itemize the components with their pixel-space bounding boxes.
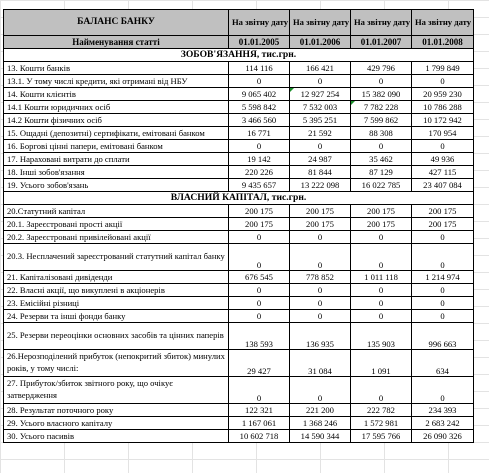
row-label: 17. Нараховані витрати до сплати xyxy=(4,153,229,166)
row-label: 20.3. Несплачений зареєстрований статутний капітал банку xyxy=(4,244,229,271)
table-row xyxy=(4,350,474,377)
value-cell: 16 771 xyxy=(229,127,290,140)
row-label: 18. Інші зобов'язання xyxy=(4,166,229,179)
row-label: 13. Кошти банків xyxy=(4,62,229,75)
value-cell: 7 782 228 xyxy=(351,101,412,114)
value-cell: 138 593 xyxy=(229,323,290,350)
value-cell: 1 799 849 xyxy=(412,62,474,75)
row-label: 28. Результат поточного року xyxy=(4,404,229,417)
value-cell: 0 xyxy=(412,75,474,88)
value-cell: 14 590 344 xyxy=(290,430,351,443)
table-row xyxy=(4,430,474,443)
value-cell: 136 935 xyxy=(290,323,351,350)
row-label: 14.1 Кошти юридичних осіб xyxy=(4,101,229,114)
table-row xyxy=(4,231,474,244)
value-cell: 0 xyxy=(351,231,412,244)
value-cell: 0 xyxy=(412,377,474,404)
section-header-row xyxy=(4,192,474,205)
value-cell: 0 xyxy=(229,140,290,153)
date-header: 01.01.2007 xyxy=(351,36,412,49)
value-cell: 114 116 xyxy=(229,62,290,75)
value-cell: 0 xyxy=(290,231,351,244)
value-cell: 1 167 061 xyxy=(229,417,290,430)
value-cell: 1 011 118 xyxy=(351,271,412,284)
value-cell: 15 382 090 xyxy=(351,88,412,101)
value-cell: 35 462 xyxy=(351,153,412,166)
value-cell: 21 592 xyxy=(290,127,351,140)
period-header-2006: На звітну дату xyxy=(290,10,351,36)
value-cell: 49 936 xyxy=(412,153,474,166)
value-cell: 19 142 xyxy=(229,153,290,166)
table-row xyxy=(4,127,474,140)
value-cell: 29 427 xyxy=(229,350,290,377)
row-label: 23. Емісійні різниці xyxy=(4,297,229,310)
table-row xyxy=(4,205,474,218)
table-row xyxy=(4,323,474,350)
table-row xyxy=(4,377,474,404)
value-cell: 0 xyxy=(229,377,290,404)
row-label: 27. Прибуток/збиток звітного року, що очікує затвердження xyxy=(4,377,229,404)
value-cell: 0 xyxy=(229,297,290,310)
period-header-2007: На звітну дату xyxy=(351,10,412,36)
value-cell: 10 172 942 xyxy=(412,114,474,127)
row-label: 22. Власні акції, що викуплені в акціонерів xyxy=(4,284,229,297)
value-cell: 0 xyxy=(290,297,351,310)
row-label: 14. Кошти клієнтів xyxy=(4,88,229,101)
value-cell: 200 175 xyxy=(229,218,290,231)
row-label: 16. Боргові цінні папери, емітовані банком xyxy=(4,140,229,153)
value-cell: 9 435 657 xyxy=(229,179,290,192)
row-label: 21. Капіталізовані дивіденди xyxy=(4,271,229,284)
value-cell: 222 782 xyxy=(351,404,412,417)
table-row xyxy=(4,62,474,75)
table-row xyxy=(4,101,474,114)
table-row xyxy=(4,88,474,101)
date-header: 01.01.2006 xyxy=(290,36,351,49)
value-cell: 200 175 xyxy=(351,218,412,231)
value-cell: 0 xyxy=(290,377,351,404)
value-cell: 0 xyxy=(351,244,412,271)
row-label: 15. Ощадні (депозитні) сертифікати, емітовані банком xyxy=(4,127,229,140)
value-cell: 10 602 718 xyxy=(229,430,290,443)
value-cell: 1 214 974 xyxy=(412,271,474,284)
value-cell: 0 xyxy=(412,284,474,297)
value-cell: 778 852 xyxy=(290,271,351,284)
value-cell: 427 115 xyxy=(412,166,474,179)
value-cell: 20 959 230 xyxy=(412,88,474,101)
table-row xyxy=(4,404,474,417)
value-cell: 0 xyxy=(412,244,474,271)
value-cell: 0 xyxy=(290,310,351,323)
value-cell: 3 466 560 xyxy=(229,114,290,127)
value-cell: 13 222 098 xyxy=(290,179,351,192)
value-cell: 0 xyxy=(229,310,290,323)
value-cell: 429 796 xyxy=(351,62,412,75)
value-cell: 0 xyxy=(412,140,474,153)
value-cell: 1 572 981 xyxy=(351,417,412,430)
row-label: 14.2 Кошти фізичних осіб xyxy=(4,114,229,127)
value-cell: 996 663 xyxy=(412,323,474,350)
value-cell: 0 xyxy=(351,140,412,153)
value-cell: 221 200 xyxy=(290,404,351,417)
row-label: 13.1. У тому числі кредити, які отримані від НБУ xyxy=(4,75,229,88)
row-label: 20.Статутний капітал xyxy=(4,205,229,218)
table-row xyxy=(4,153,474,166)
value-cell: 122 321 xyxy=(229,404,290,417)
value-cell: 16 022 785 xyxy=(351,179,412,192)
row-label: 29. Усього власного капіталу xyxy=(4,417,229,430)
value-cell: 200 175 xyxy=(351,205,412,218)
row-label: 20.1. Зареєстровані прості акції xyxy=(4,218,229,231)
value-cell: 81 844 xyxy=(290,166,351,179)
row-label: 26.Нерозподілений прибуток (непокритий збиток) минулих років, у тому числі: xyxy=(4,350,229,377)
value-cell: 5 395 251 xyxy=(290,114,351,127)
value-cell: 676 545 xyxy=(229,271,290,284)
value-cell: 0 xyxy=(351,377,412,404)
section-header-row xyxy=(4,49,474,62)
table-body xyxy=(4,49,474,443)
value-cell: 26 090 326 xyxy=(412,430,474,443)
value-cell: 1 091 xyxy=(351,350,412,377)
table-row xyxy=(4,218,474,231)
value-cell: 170 954 xyxy=(412,127,474,140)
value-cell: 0 xyxy=(351,297,412,310)
row-label: 20.2. Зареєстровані привілейовані акції xyxy=(4,231,229,244)
value-cell: 0 xyxy=(412,231,474,244)
row-label: 30. Усього пасивів xyxy=(4,430,229,443)
row-label: 24. Резерви та інші фонди банку xyxy=(4,310,229,323)
row-label: 25. Резерви переоцінки основних засобів та цінних паперів xyxy=(4,323,229,350)
value-cell: 23 407 084 xyxy=(412,179,474,192)
period-header-2008: На звітну дату xyxy=(412,10,474,36)
table-row xyxy=(4,310,474,323)
value-cell: 87 129 xyxy=(351,166,412,179)
value-cell: 634 xyxy=(412,350,474,377)
value-cell: 0 xyxy=(351,284,412,297)
date-header: 01.01.2005 xyxy=(229,36,290,49)
value-cell: 9 065 402 xyxy=(229,88,290,101)
value-cell: 0 xyxy=(290,140,351,153)
value-cell: 0 xyxy=(412,297,474,310)
value-cell: 1 368 246 xyxy=(290,417,351,430)
period-header-2005: На звітну дату xyxy=(229,10,290,36)
table-row xyxy=(4,179,474,192)
value-cell: 2 683 242 xyxy=(412,417,474,430)
value-cell: 0 xyxy=(229,244,290,271)
table-row xyxy=(4,284,474,297)
value-cell: 0 xyxy=(290,75,351,88)
value-cell: 0 xyxy=(351,75,412,88)
column-name-header: Найменування статті xyxy=(4,36,229,49)
value-cell: 200 175 xyxy=(229,205,290,218)
value-cell: 200 175 xyxy=(290,205,351,218)
table-row xyxy=(4,114,474,127)
value-cell: 88 308 xyxy=(351,127,412,140)
value-cell: 135 903 xyxy=(351,323,412,350)
value-cell: 166 421 xyxy=(290,62,351,75)
value-cell: 10 786 288 xyxy=(412,101,474,114)
value-cell: 234 393 xyxy=(412,404,474,417)
value-cell: 5 598 842 xyxy=(229,101,290,114)
row-label: 19. Усього зобов'язань xyxy=(4,179,229,192)
section-title: ВЛАСНИЙ КАПІТАЛ, тис.грн. xyxy=(4,192,474,205)
value-cell: 17 595 766 xyxy=(351,430,412,443)
value-cell: 12 927 254 xyxy=(290,88,351,101)
value-cell: 0 xyxy=(290,284,351,297)
value-cell: 0 xyxy=(351,310,412,323)
table-row xyxy=(4,244,474,271)
value-cell: 7 532 003 xyxy=(290,101,351,114)
value-cell: 7 599 862 xyxy=(351,114,412,127)
balance-table xyxy=(3,9,474,443)
value-cell: 0 xyxy=(229,284,290,297)
value-cell: 200 175 xyxy=(412,218,474,231)
value-cell: 0 xyxy=(229,75,290,88)
table-row xyxy=(4,417,474,430)
table-row xyxy=(4,297,474,310)
value-cell: 0 xyxy=(290,244,351,271)
value-cell: 200 175 xyxy=(290,218,351,231)
table-title: БАЛАНС БАНКУ xyxy=(4,10,229,36)
value-cell: 31 084 xyxy=(290,350,351,377)
section-title: ЗОБОВ'ЯЗАННЯ, тис.грн. xyxy=(4,49,474,62)
value-cell: 220 226 xyxy=(229,166,290,179)
date-header: 01.01.2008 xyxy=(412,36,474,49)
value-cell: 24 987 xyxy=(290,153,351,166)
value-cell: 200 175 xyxy=(412,205,474,218)
table-row xyxy=(4,166,474,179)
table-row xyxy=(4,140,474,153)
table-row xyxy=(4,75,474,88)
table-row xyxy=(4,271,474,284)
value-cell: 0 xyxy=(229,231,290,244)
value-cell: 0 xyxy=(412,310,474,323)
